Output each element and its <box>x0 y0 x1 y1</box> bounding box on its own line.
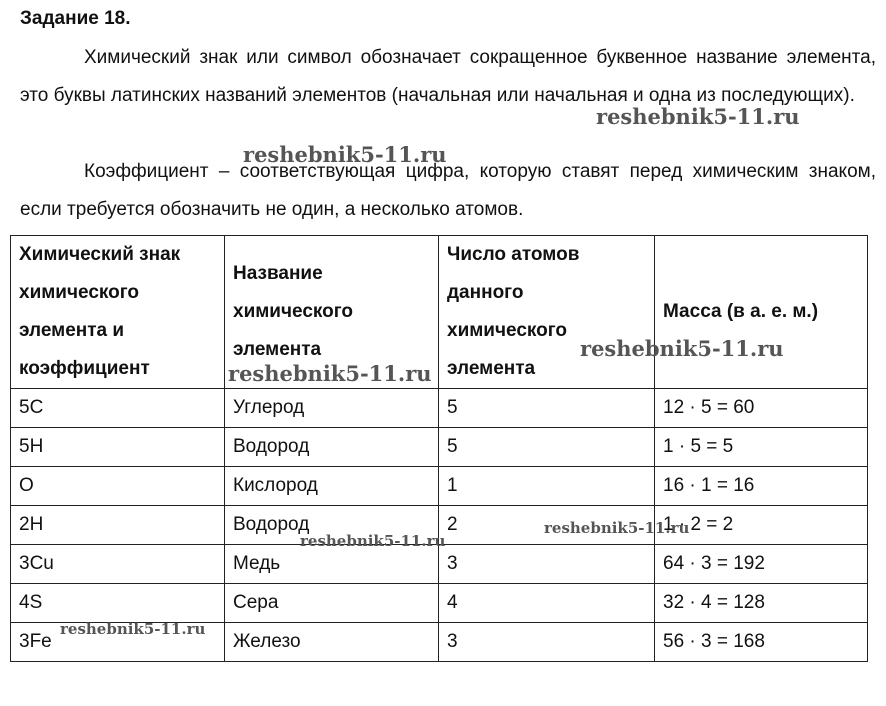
elements-table <box>10 235 868 662</box>
table-row <box>11 389 868 428</box>
header-atom-count: Число атомов данного химического элемента <box>439 236 655 389</box>
cell-mass: 32 · 4 = 128 <box>655 584 868 623</box>
header-symbol: Химический знак химического элемента и коэффициент <box>11 236 225 389</box>
cell-symbol: 3Fe <box>11 623 225 662</box>
cell-name: Медь <box>225 545 439 584</box>
cell-count: 4 <box>439 584 655 623</box>
cell-symbol: 3Cu <box>11 545 225 584</box>
cell-count: 3 <box>439 623 655 662</box>
table-row <box>11 584 868 623</box>
watermark: reshebnik5-11.ru <box>300 532 446 550</box>
cell-name: Водород <box>225 506 439 545</box>
cell-symbol: O <box>11 467 225 506</box>
cell-mass: 16 · 1 = 16 <box>655 467 868 506</box>
watermark: reshebnik5-11.ru <box>580 336 784 361</box>
cell-count: 5 <box>439 428 655 467</box>
table-row <box>11 428 868 467</box>
cell-symbol: 5H <box>11 428 225 467</box>
watermark: reshebnik5-11.ru <box>544 519 690 537</box>
header-name: Название химического элемента <box>225 236 439 389</box>
cell-name: Сера <box>225 584 439 623</box>
cell-name: Водород <box>225 428 439 467</box>
header-mass: Масса (в а. е. м.) <box>655 236 868 389</box>
cell-count: 3 <box>439 545 655 584</box>
cell-name: Железо <box>225 623 439 662</box>
cell-symbol: 5C <box>11 389 225 428</box>
watermark: reshebnik5-11.ru <box>596 104 800 129</box>
paragraph-chemical-symbol: Химический знак или символ обозначает сокращенное буквенное название элемента, это буквы латинских названий элементов (начальная или начальная и одна из последующих). <box>20 47 876 106</box>
cell-count: 2 <box>439 506 655 545</box>
cell-mass: 64 · 3 = 192 <box>655 545 868 584</box>
cell-symbol: 2H <box>11 506 225 545</box>
watermark: reshebnik5-11.ru <box>60 620 206 638</box>
table-header-row <box>11 236 868 389</box>
cell-mass: 1 · 5 = 5 <box>655 428 868 467</box>
table-row <box>11 467 868 506</box>
cell-mass: 12 · 5 = 60 <box>655 389 868 428</box>
cell-mass: 56 · 3 = 168 <box>655 623 868 662</box>
cell-count: 1 <box>439 467 655 506</box>
table-row <box>11 545 868 584</box>
cell-count: 5 <box>439 389 655 428</box>
cell-symbol: 4S <box>11 584 225 623</box>
task-title: Задание 18. <box>20 8 131 29</box>
cell-name: Углерод <box>225 389 439 428</box>
watermark: reshebnik5-11.ru <box>243 142 447 167</box>
cell-mass: 1 · 2 = 2 <box>655 506 868 545</box>
watermark: reshebnik5-11.ru <box>228 361 432 386</box>
cell-name: Кислород <box>225 467 439 506</box>
paragraph-coefficient: Коэффициент – соответствующая цифра, которую ставят перед химическим знаком, если требуется обозначить не один, а несколько атомов. <box>20 161 876 220</box>
